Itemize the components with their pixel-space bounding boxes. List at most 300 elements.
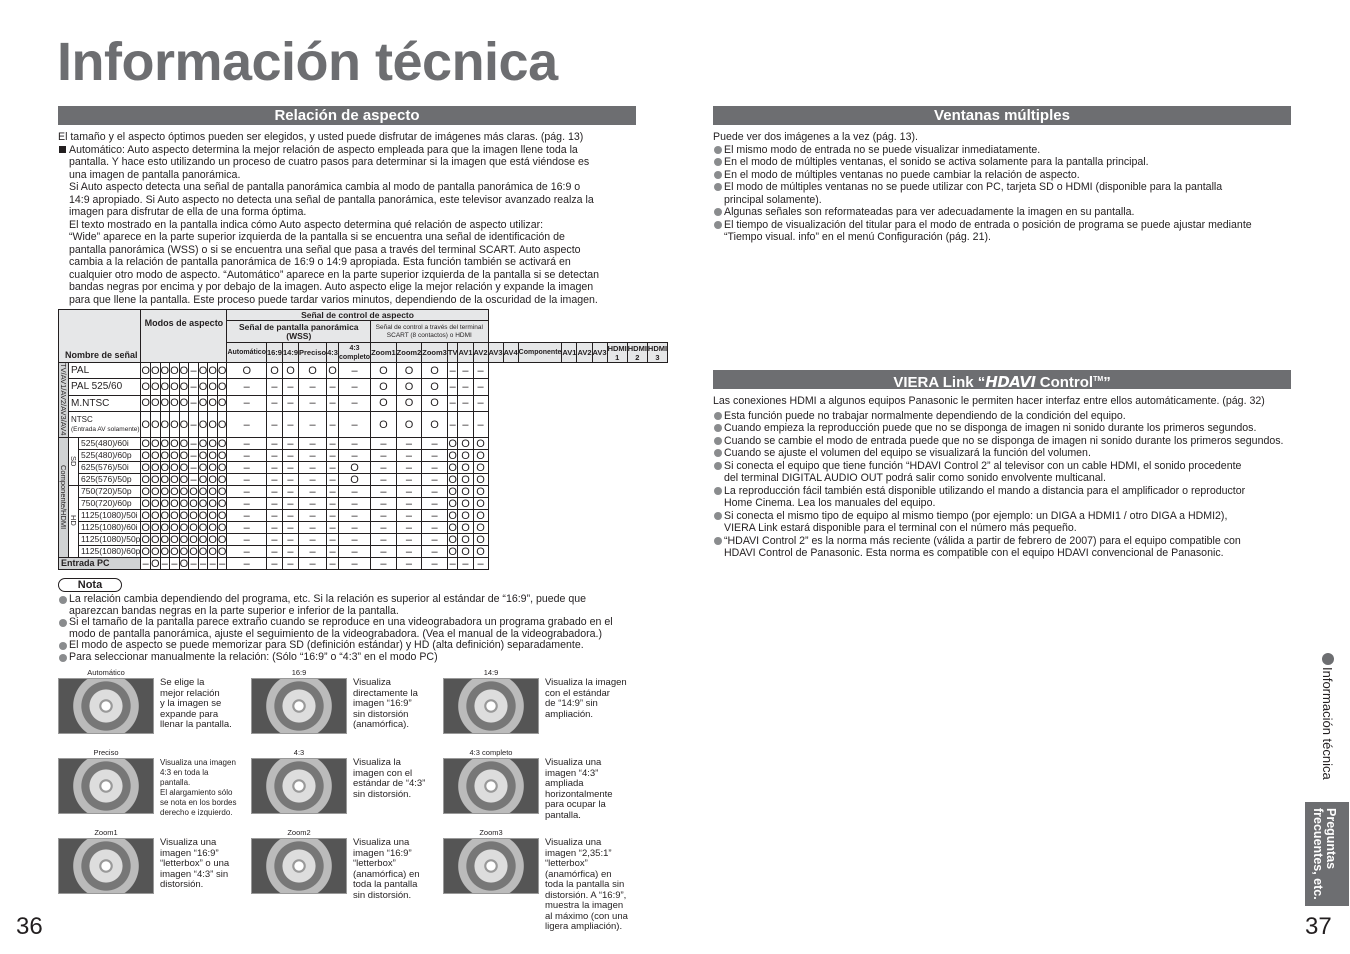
table-cell: O — [141, 485, 150, 498]
table-cell: O — [198, 509, 208, 522]
table-cell: – — [282, 450, 298, 462]
group-label-text: TV/AV1/AV2/AV3/AV4 — [59, 363, 68, 436]
table-cell: – — [266, 438, 282, 450]
table-cell: O — [473, 522, 488, 534]
table-cell: – — [473, 363, 488, 379]
column-header: Componente — [518, 343, 562, 363]
table-cell: O — [179, 497, 189, 510]
side-tab-faq[interactable] — [1305, 802, 1349, 906]
table-cell: – — [327, 534, 339, 546]
table-cell: O — [208, 379, 218, 395]
description-line: “letterbox” — [545, 858, 588, 869]
table-cell: O — [141, 545, 150, 558]
column-header: AV1 — [562, 343, 577, 363]
table-cell: – — [190, 461, 197, 474]
table-cell: – — [227, 534, 267, 546]
bullet-line: La reproducción fácil también está disponible utilizando el mando a distancia para el amplificador o reproductor — [724, 484, 1246, 497]
table-cell: O — [208, 521, 217, 534]
signal-name-text: 1125(1080)/50p — [81, 534, 141, 545]
table-cell: O — [170, 485, 179, 498]
table-cell: – — [299, 438, 327, 450]
table-cell: O — [179, 461, 189, 474]
table-cell: O — [179, 473, 189, 486]
column-header: HDMI 3 — [647, 343, 668, 362]
signal-name — [79, 534, 141, 546]
table-cell: O — [208, 497, 217, 510]
table-cell: – — [338, 411, 370, 438]
bullet-item — [713, 447, 1295, 460]
table-cell: – — [327, 450, 339, 462]
table-cell: O — [217, 533, 227, 546]
table-cell: O — [208, 411, 218, 438]
auto-line: Automático: Auto aspecto determina la mejor relación de aspecto empleada para que la imagen llene toda la — [69, 143, 578, 156]
table-cell: – — [327, 395, 339, 411]
table-cell: O — [217, 497, 227, 510]
table-cell: – — [266, 379, 282, 395]
description-line: sin distorsión. — [353, 788, 412, 800]
table-cell: – — [371, 510, 397, 522]
signal-name — [79, 450, 141, 462]
table-cell: O — [160, 533, 170, 546]
signal-name-text: 750(720)/60p — [81, 498, 132, 509]
table-cell: O — [217, 411, 227, 438]
table-cell: O — [179, 379, 189, 395]
table-cell: – — [299, 450, 327, 462]
table-cell: – — [458, 395, 473, 411]
table-cell: O — [141, 411, 151, 438]
column-header: TV — [447, 343, 458, 363]
bullet-item — [713, 422, 1295, 435]
signal-name — [69, 363, 141, 379]
table-cell: O — [448, 545, 457, 558]
signal-name — [79, 474, 141, 486]
table-cell: O — [198, 473, 208, 486]
description-line: El alargamiento sólo — [160, 788, 233, 797]
signal-name — [69, 379, 141, 395]
auto-line: cualquier otro modo de aspecto. “Automático” aparece en la parte superior izquierda de la pantalla si se detectan — [69, 268, 600, 281]
table-cell: O — [198, 545, 208, 558]
trademark-mark: TM — [1093, 376, 1104, 383]
description-line: llenar la pantalla. — [160, 719, 232, 730]
thumbnail-description — [353, 838, 439, 901]
table-cell: – — [338, 363, 370, 379]
table-cell: – — [282, 534, 298, 546]
table-cell: – — [190, 437, 197, 450]
bullet-item — [713, 219, 1293, 244]
table-cell: O — [473, 474, 488, 486]
table-cell: O — [458, 522, 473, 534]
signal-name-text: 625(576)/50p — [81, 474, 132, 485]
description-line: Visualiza la — [353, 757, 401, 768]
table-cell: O — [179, 485, 189, 498]
table-cell: O — [448, 533, 457, 546]
thumbnail-description — [545, 678, 631, 720]
table-row — [59, 450, 668, 462]
table-cell: O — [150, 497, 160, 510]
table-cell: O — [198, 533, 208, 546]
table-cell: O — [198, 461, 208, 474]
nota-list — [58, 594, 638, 663]
column-header: AV2 — [473, 343, 488, 363]
table-cell: – — [396, 450, 422, 462]
viera-link-block — [713, 395, 1295, 560]
table-cell: O — [396, 363, 422, 379]
thumbnail-caption: 16:9 — [291, 668, 307, 677]
table-cell: – — [299, 395, 327, 411]
description-line: Visualiza una — [545, 837, 602, 848]
signal-name — [79, 486, 141, 498]
table-cell: – — [327, 498, 339, 510]
description-line: “letterbox” o una — [160, 858, 230, 869]
thumbnail-description — [160, 838, 246, 891]
description-line: Visualiza — [353, 677, 391, 688]
table-cell: – — [327, 510, 339, 522]
table-row — [59, 438, 668, 450]
table-cell: O — [170, 521, 179, 534]
description-line: sin distorsión — [353, 708, 409, 720]
description-line: derecho e izquierdo. — [160, 808, 233, 817]
table-row — [59, 411, 668, 438]
column-header: Automático — [227, 343, 267, 363]
side-bullet-icon — [1322, 653, 1334, 665]
table-cell: O — [160, 485, 170, 498]
table-cell: O — [189, 521, 198, 534]
table-cell: O — [141, 509, 150, 522]
table-cell: – — [458, 558, 473, 570]
bullet-line: En el modo de múltiples ventanas, el sonido se activa solamente para la pantalla principal. — [724, 156, 1149, 168]
description-line: “letterbox” — [353, 858, 396, 869]
table-cell: – — [371, 522, 397, 534]
signal-name-text: 625(576)/50i — [81, 462, 129, 473]
description-line: (anamórfica) en — [545, 868, 612, 880]
table-cell: O — [141, 379, 151, 395]
table-cell: – — [299, 522, 327, 534]
column-header: 4:3 completo — [338, 344, 371, 361]
table-cell: – — [171, 557, 178, 570]
signal-name — [69, 411, 141, 438]
table-cell: O — [170, 449, 179, 462]
table-cell: O — [448, 497, 457, 510]
table-cell: – — [371, 462, 397, 474]
description-line: al máximo (con una — [545, 910, 628, 922]
signal-name-note: (Entrada AV solamente) — [71, 426, 140, 434]
table-cell: O — [458, 546, 473, 558]
table-cell: – — [282, 438, 298, 450]
group-label-text: Componente/HDMI — [59, 464, 68, 529]
wss-header: Señal de pantalla panorámica (WSS) — [227, 321, 371, 343]
table-cell: – — [422, 510, 448, 522]
table-cell: O — [179, 363, 189, 379]
table-cell: – — [227, 450, 267, 462]
viera-intro: Las conexiones HDMI a algunos equipos Panasonic le permiten hacer interfaz entre ellos automáticamente. (pág. 32) — [713, 395, 1265, 407]
table-cell: O — [198, 411, 208, 438]
table-cell: O — [473, 486, 488, 498]
table-cell: O — [150, 509, 160, 522]
auto-line: “Wide” aparece en la parte superior izquierda de la pantalla si se encuentra una señal de identificación de — [69, 231, 565, 243]
table-row — [59, 363, 668, 379]
table-cell: – — [299, 546, 327, 558]
description-line: ligera ampliación). — [545, 921, 623, 932]
table-cell: O — [299, 363, 327, 379]
table-cell: – — [396, 498, 422, 510]
multi-intro: Puede ver dos imágenes a la vez (pág. 13). — [713, 131, 918, 143]
table-cell: O — [217, 473, 227, 486]
table-cell: O — [170, 461, 179, 474]
table-cell: O — [150, 461, 160, 474]
table-cell: O — [150, 533, 160, 546]
description-line: Visualiza una — [545, 757, 602, 768]
table-cell: – — [200, 557, 207, 570]
table-cell: – — [338, 450, 370, 462]
table-cell: – — [227, 510, 267, 522]
table-cell: O — [141, 473, 150, 486]
table-cell: O — [208, 545, 217, 558]
table-cell: O — [179, 437, 189, 450]
table-cell: – — [327, 438, 339, 450]
table-cell: – — [422, 498, 448, 510]
table-cell: O — [179, 411, 189, 438]
table-cell: O — [327, 363, 339, 379]
bullet-item — [713, 535, 1295, 560]
table-cell: O — [371, 363, 397, 379]
column-header: Zoom1 — [371, 343, 397, 363]
table-cell: O — [371, 411, 397, 438]
subgroup-hd — [69, 486, 79, 558]
auto-line: pantalla. Y hace esto utilizando un proceso de cuatro pasos para determinar si la imagen que está viéndose es — [69, 156, 590, 168]
description-line: mejor relación — [160, 687, 220, 699]
table-row — [59, 486, 668, 498]
viera-heading-text: VIERA Link “ — [893, 374, 986, 391]
bullet-item — [713, 410, 1295, 423]
table-cell: – — [327, 558, 339, 570]
scart-header: Señal de control a través del terminal SCART (8 contactos) o HDMI — [371, 321, 488, 343]
description-line: imagen “4:3” sin — [160, 868, 229, 880]
table-cell: O — [338, 474, 370, 486]
table-cell: – — [447, 363, 458, 379]
table-cell: O — [338, 462, 370, 474]
table-cell: – — [266, 395, 282, 411]
table-cell: O — [141, 521, 150, 534]
table-cell: O — [141, 533, 150, 546]
table-row — [59, 462, 668, 474]
table-cell: – — [266, 498, 282, 510]
table-cell: – — [422, 450, 448, 462]
subgroup-label-text: SD — [69, 455, 78, 467]
table-cell: – — [282, 558, 298, 570]
hdavi-logo: HDAVI — [985, 373, 1036, 391]
table-cell: – — [282, 522, 298, 534]
table-cell: O — [448, 521, 457, 534]
table-cell: – — [338, 498, 370, 510]
table-cell: – — [447, 411, 458, 438]
table-cell: O — [217, 545, 227, 558]
thumbnail-description — [545, 838, 631, 933]
table-cell: O — [198, 449, 208, 462]
table-cell: O — [160, 497, 170, 510]
table-cell: O — [170, 545, 179, 558]
table-cell: O — [179, 557, 189, 570]
column-header: AV1 — [458, 343, 473, 363]
table-cell: O — [150, 379, 160, 395]
flower-image — [251, 758, 347, 814]
table-cell: – — [190, 557, 197, 570]
description-line: horizontalmente — [545, 788, 613, 800]
signal-name-text: 525(480)/60i — [81, 438, 129, 449]
table-cell: O — [198, 363, 208, 379]
table-cell: O — [448, 485, 457, 498]
table-cell: O — [198, 497, 208, 510]
bullet-line: “HDAVI Control 2” es la norma más reciente (válida a partir de febrero de 2007) para el equipo compatible con — [724, 534, 1241, 547]
table-cell: – — [458, 363, 473, 379]
table-cell: O — [217, 379, 227, 395]
table-cell: – — [422, 534, 448, 546]
flower-image — [251, 678, 347, 734]
table-cell: – — [227, 498, 267, 510]
table-row — [59, 546, 668, 558]
table-cell: O — [179, 449, 189, 462]
table-cell: – — [299, 486, 327, 498]
description-line: Se elige la — [160, 677, 205, 688]
flower-image — [58, 758, 154, 814]
column-header: AV3 — [488, 343, 503, 363]
table-cell: O — [160, 379, 170, 395]
modes-header: Modos de aspecto — [141, 310, 227, 363]
table-cell: – — [189, 379, 199, 395]
table-cell: – — [299, 474, 327, 486]
nota-item — [58, 652, 638, 664]
table-cell: – — [371, 534, 397, 546]
group-label-component — [59, 438, 69, 558]
table-cell: – — [458, 411, 473, 438]
group-label-tv — [59, 363, 69, 438]
table-cell: – — [161, 557, 168, 570]
table-cell: – — [227, 474, 267, 486]
table-cell: – — [396, 462, 422, 474]
table-cell: O — [198, 485, 208, 498]
table-row — [59, 395, 668, 411]
table-cell: – — [338, 558, 370, 570]
section-heading-multi: Ventanas múltiples — [713, 106, 1291, 125]
signal-name — [79, 438, 141, 450]
table-cell: – — [447, 395, 458, 411]
table-cell: O — [150, 449, 160, 462]
table-cell: O — [150, 485, 160, 498]
table-cell: O — [150, 363, 160, 379]
table-cell: – — [282, 474, 298, 486]
table-cell: – — [371, 438, 397, 450]
table-cell: – — [396, 474, 422, 486]
table-cell: O — [189, 497, 198, 510]
table-cell: O — [189, 485, 198, 498]
table-cell: O — [422, 379, 448, 395]
table-cell: – — [282, 546, 298, 558]
thumbnail-caption: Zoom1 — [94, 828, 118, 837]
nota-line: Para seleccionar manualmente la relación: (Sólo “16:9” o “4:3” en el modo PC) — [69, 650, 438, 663]
table-cell: O — [458, 450, 473, 462]
table-cell: O — [208, 461, 217, 474]
table-cell: O — [179, 533, 189, 546]
signal-name-text: M.NTSC — [71, 397, 110, 409]
table-cell: – — [190, 449, 197, 462]
table-cell: O — [150, 545, 160, 558]
table-cell: – — [299, 510, 327, 522]
table-cell: O — [170, 509, 179, 522]
flower-image — [58, 838, 154, 894]
nota-item — [58, 640, 638, 652]
description-line: Visualiza una — [160, 837, 217, 848]
table-cell: – — [473, 558, 488, 570]
table-cell: – — [422, 558, 448, 570]
table-cell: – — [327, 462, 339, 474]
thumbnail-description — [160, 758, 246, 818]
table-cell: – — [266, 558, 282, 570]
table-cell: O — [160, 473, 170, 486]
table-row — [59, 474, 668, 486]
table-cell: O — [160, 411, 170, 438]
signal-name-text: PAL — [71, 365, 90, 377]
table-cell: – — [396, 558, 422, 570]
bullet-line: del terminal DIGITAL AUDIO OUT podrá salir como sonido envolvente multicanal. — [724, 472, 1106, 484]
table-cell: – — [227, 486, 267, 498]
bullet-line: Esta función puede no trabajar normalmente dependiendo de la condición del equipo. — [724, 409, 1126, 422]
table-cell: O — [198, 437, 208, 450]
table-cell: O — [179, 521, 189, 534]
table-cell: O — [266, 363, 282, 379]
table-cell: – — [371, 486, 397, 498]
table-cell: O — [160, 363, 170, 379]
table-cell: – — [338, 486, 370, 498]
table-cell: – — [338, 546, 370, 558]
signal-name — [79, 510, 141, 522]
auto-line: cambia a la relación de pantalla panorámica de 16:9 o 14:9 apropiada. Esta función también se activará en — [69, 256, 571, 268]
description-line: Visualiza una imagen — [160, 758, 236, 767]
table-cell: O — [189, 533, 198, 546]
column-header: HDMI 1 — [607, 343, 627, 362]
table-cell: – — [266, 462, 282, 474]
table-cell: – — [371, 546, 397, 558]
table-cell: – — [327, 486, 339, 498]
table-cell: – — [282, 379, 298, 395]
table-cell: O — [179, 509, 189, 522]
column-header: 14:9 — [282, 343, 298, 363]
table-cell: – — [338, 510, 370, 522]
table-cell: – — [473, 379, 488, 395]
table-cell: O — [422, 363, 448, 379]
subgroup-label-text: HD — [69, 515, 78, 527]
page-title: Información técnica — [57, 32, 558, 92]
table-cell: – — [371, 474, 397, 486]
flower-image — [443, 678, 539, 734]
description-line: toda la pantalla sin — [545, 879, 625, 890]
table-cell: O — [170, 395, 180, 411]
table-cell: – — [227, 462, 267, 474]
description-line: estándar de “4:3” — [353, 778, 426, 789]
bullet-item — [713, 460, 1295, 485]
table-cell: O — [473, 546, 488, 558]
table-cell: O — [160, 545, 170, 558]
table-cell: – — [299, 534, 327, 546]
signal-name-text: 1125(1080)/60i — [81, 522, 138, 533]
table-cell: – — [299, 379, 327, 395]
table-cell: – — [422, 546, 448, 558]
auto-line: pantalla panorámica (WSS) o si se encuentra una señal que pasa a través del terminal SCART. Auto aspecto — [69, 243, 581, 256]
thumbnail-description — [545, 758, 631, 821]
nota-line: El modo de aspecto se puede memorizar para SD (definición estándar) y HD (alta definición) separadamente. — [69, 639, 584, 651]
nota-item — [58, 594, 638, 617]
section-heading-viera — [713, 370, 1291, 389]
signal-name — [69, 395, 141, 411]
table-cell: O — [208, 473, 217, 486]
